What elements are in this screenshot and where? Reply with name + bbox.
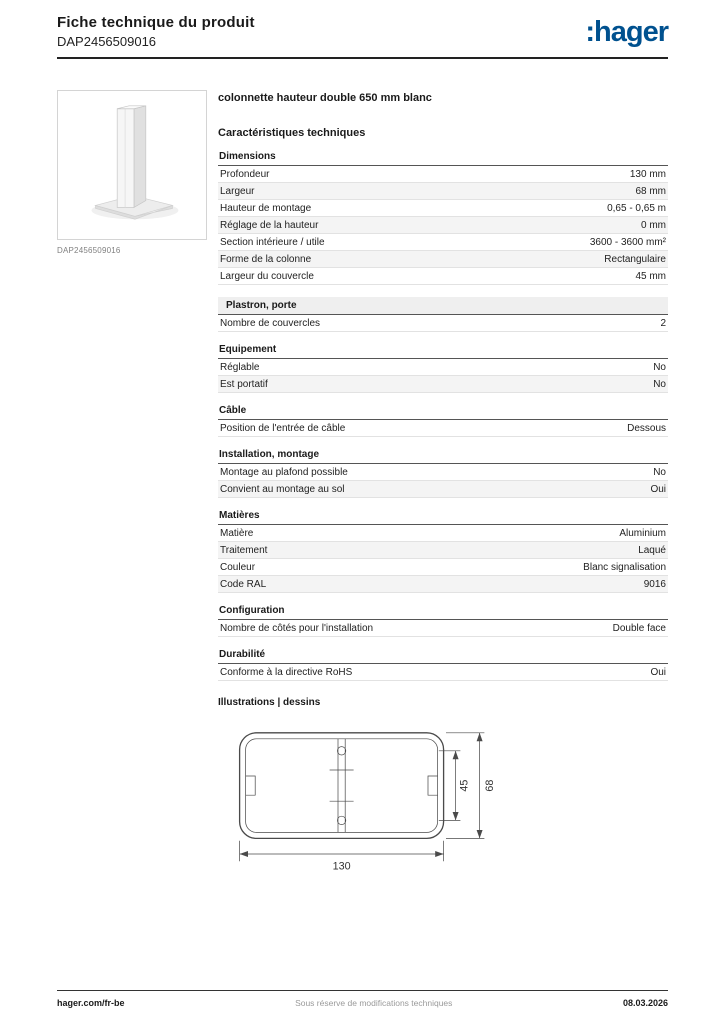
page-footer: [57, 990, 668, 1008]
illustrations-title: Illustrations | dessins: [218, 697, 321, 708]
spec-label: Code RAL: [218, 576, 385, 593]
spec-label: Montage au plafond possible: [218, 464, 610, 481]
product-name: colonnette hauteur double 650 mm blanc: [218, 92, 432, 104]
spec-table: [218, 359, 668, 393]
spec-label: Conforme à la directive RoHS: [218, 664, 612, 681]
spec-label: Est portatif: [218, 376, 558, 393]
header-text-block: [57, 14, 255, 49]
product-image: [57, 90, 207, 240]
spec-value: 3600 - 3600 mm²: [477, 234, 668, 251]
spec-label: Matière: [218, 525, 385, 542]
spec-label: Position de l'entrée de câble: [218, 420, 556, 437]
spec-label: Réglage de la hauteur: [218, 217, 477, 234]
spec-table: [218, 525, 668, 593]
spec-label: Traitement: [218, 542, 385, 559]
footer-date: 08.03.2026: [622, 998, 668, 1008]
spec-label: Couleur: [218, 559, 385, 576]
spec-table: [218, 166, 668, 285]
spec-value: Double face: [548, 620, 668, 637]
section-title: Dimensions: [218, 151, 668, 166]
spec-label: Convient au montage au sol: [218, 481, 610, 498]
table-row: [218, 464, 668, 481]
spec-table: [218, 315, 668, 332]
table-row: [218, 183, 668, 200]
spec-value: Laqué: [385, 542, 668, 559]
spec-value: Dessous: [556, 420, 668, 437]
spec-value: 9016: [385, 576, 668, 593]
characteristics-title: Caractéristiques techniques: [218, 127, 366, 139]
spec-table: [218, 664, 668, 681]
section-title: Configuration: [218, 605, 668, 620]
spec-section: [218, 649, 668, 681]
spec-table: [218, 420, 668, 437]
spec-label: Nombre de côtés pour l'installation: [218, 620, 548, 637]
spec-label: Profondeur: [218, 166, 477, 183]
section-title: Installation, montage: [218, 449, 668, 464]
spec-sections: [218, 151, 668, 681]
table-row: [218, 576, 668, 593]
dimension-cover-label: 45: [458, 779, 471, 792]
hager-logo: :hager: [585, 16, 668, 48]
product-photo-column-illustration: [58, 91, 206, 239]
spec-value: 45 mm: [477, 268, 668, 285]
spec-label: Largeur du couvercle: [218, 268, 477, 285]
table-row: [218, 315, 668, 332]
table-row: [218, 525, 668, 542]
spec-label: Hauteur de montage: [218, 200, 477, 217]
profile-cross-section-drawing: [218, 716, 518, 874]
spec-section: [218, 449, 668, 498]
product-image-column: [57, 90, 207, 255]
spec-table: [218, 620, 668, 637]
section-title: Durabilité: [218, 649, 668, 664]
spec-value: Rectangulaire: [477, 251, 668, 268]
spec-value: 2: [630, 315, 668, 332]
spec-value: No: [610, 464, 668, 481]
table-row: [218, 559, 668, 576]
footer-website: hager.com/fr-be: [57, 998, 125, 1008]
spec-section: [218, 151, 668, 285]
spec-value: Oui: [612, 664, 669, 681]
page-title: Fiche technique du produit: [57, 14, 255, 31]
spec-section: [218, 297, 668, 332]
spec-column: [218, 90, 668, 879]
section-title: Plastron, porte: [218, 297, 668, 315]
spec-label: Section intérieure / utile: [218, 234, 477, 251]
product-image-caption: DAP2456509016: [57, 246, 121, 255]
dimension-height-label: 68: [483, 779, 496, 792]
table-row: [218, 664, 668, 681]
table-row: [218, 376, 668, 393]
table-row: [218, 542, 668, 559]
footer-disclaimer: Sous réserve de modifications techniques: [295, 998, 453, 1008]
content-area: [57, 90, 668, 879]
dimension-width-label: 130: [332, 860, 351, 873]
page-header: [57, 14, 668, 59]
table-row: [218, 166, 668, 183]
spec-value: 130 mm: [477, 166, 668, 183]
spec-table: [218, 464, 668, 498]
table-row: [218, 268, 668, 285]
spec-value: No: [558, 376, 668, 393]
spec-value: 0 mm: [477, 217, 668, 234]
spec-value: Oui: [610, 481, 668, 498]
spec-value: Aluminium: [385, 525, 668, 542]
spec-label: Réglable: [218, 359, 558, 376]
spec-label: Nombre de couvercles: [218, 315, 630, 332]
technical-drawing: [218, 716, 518, 879]
spec-section: [218, 510, 668, 593]
spec-value: No: [558, 359, 668, 376]
spec-value: 68 mm: [477, 183, 668, 200]
spec-label: Largeur: [218, 183, 477, 200]
table-row: [218, 420, 668, 437]
spec-value: 0,65 - 0,65 m: [477, 200, 668, 217]
table-row: [218, 481, 668, 498]
table-row: [218, 359, 668, 376]
spec-section: [218, 605, 668, 637]
section-title: Câble: [218, 405, 668, 420]
table-row: [218, 251, 668, 268]
spec-label: Forme de la colonne: [218, 251, 477, 268]
table-row: [218, 234, 668, 251]
section-title: Matières: [218, 510, 668, 525]
spec-section: [218, 405, 668, 437]
spec-value: Blanc signalisation: [385, 559, 668, 576]
spec-section: [218, 344, 668, 393]
table-row: [218, 620, 668, 637]
table-row: [218, 200, 668, 217]
section-title: Equipement: [218, 344, 668, 359]
product-reference: DAP2456509016: [57, 34, 157, 49]
table-row: [218, 217, 668, 234]
